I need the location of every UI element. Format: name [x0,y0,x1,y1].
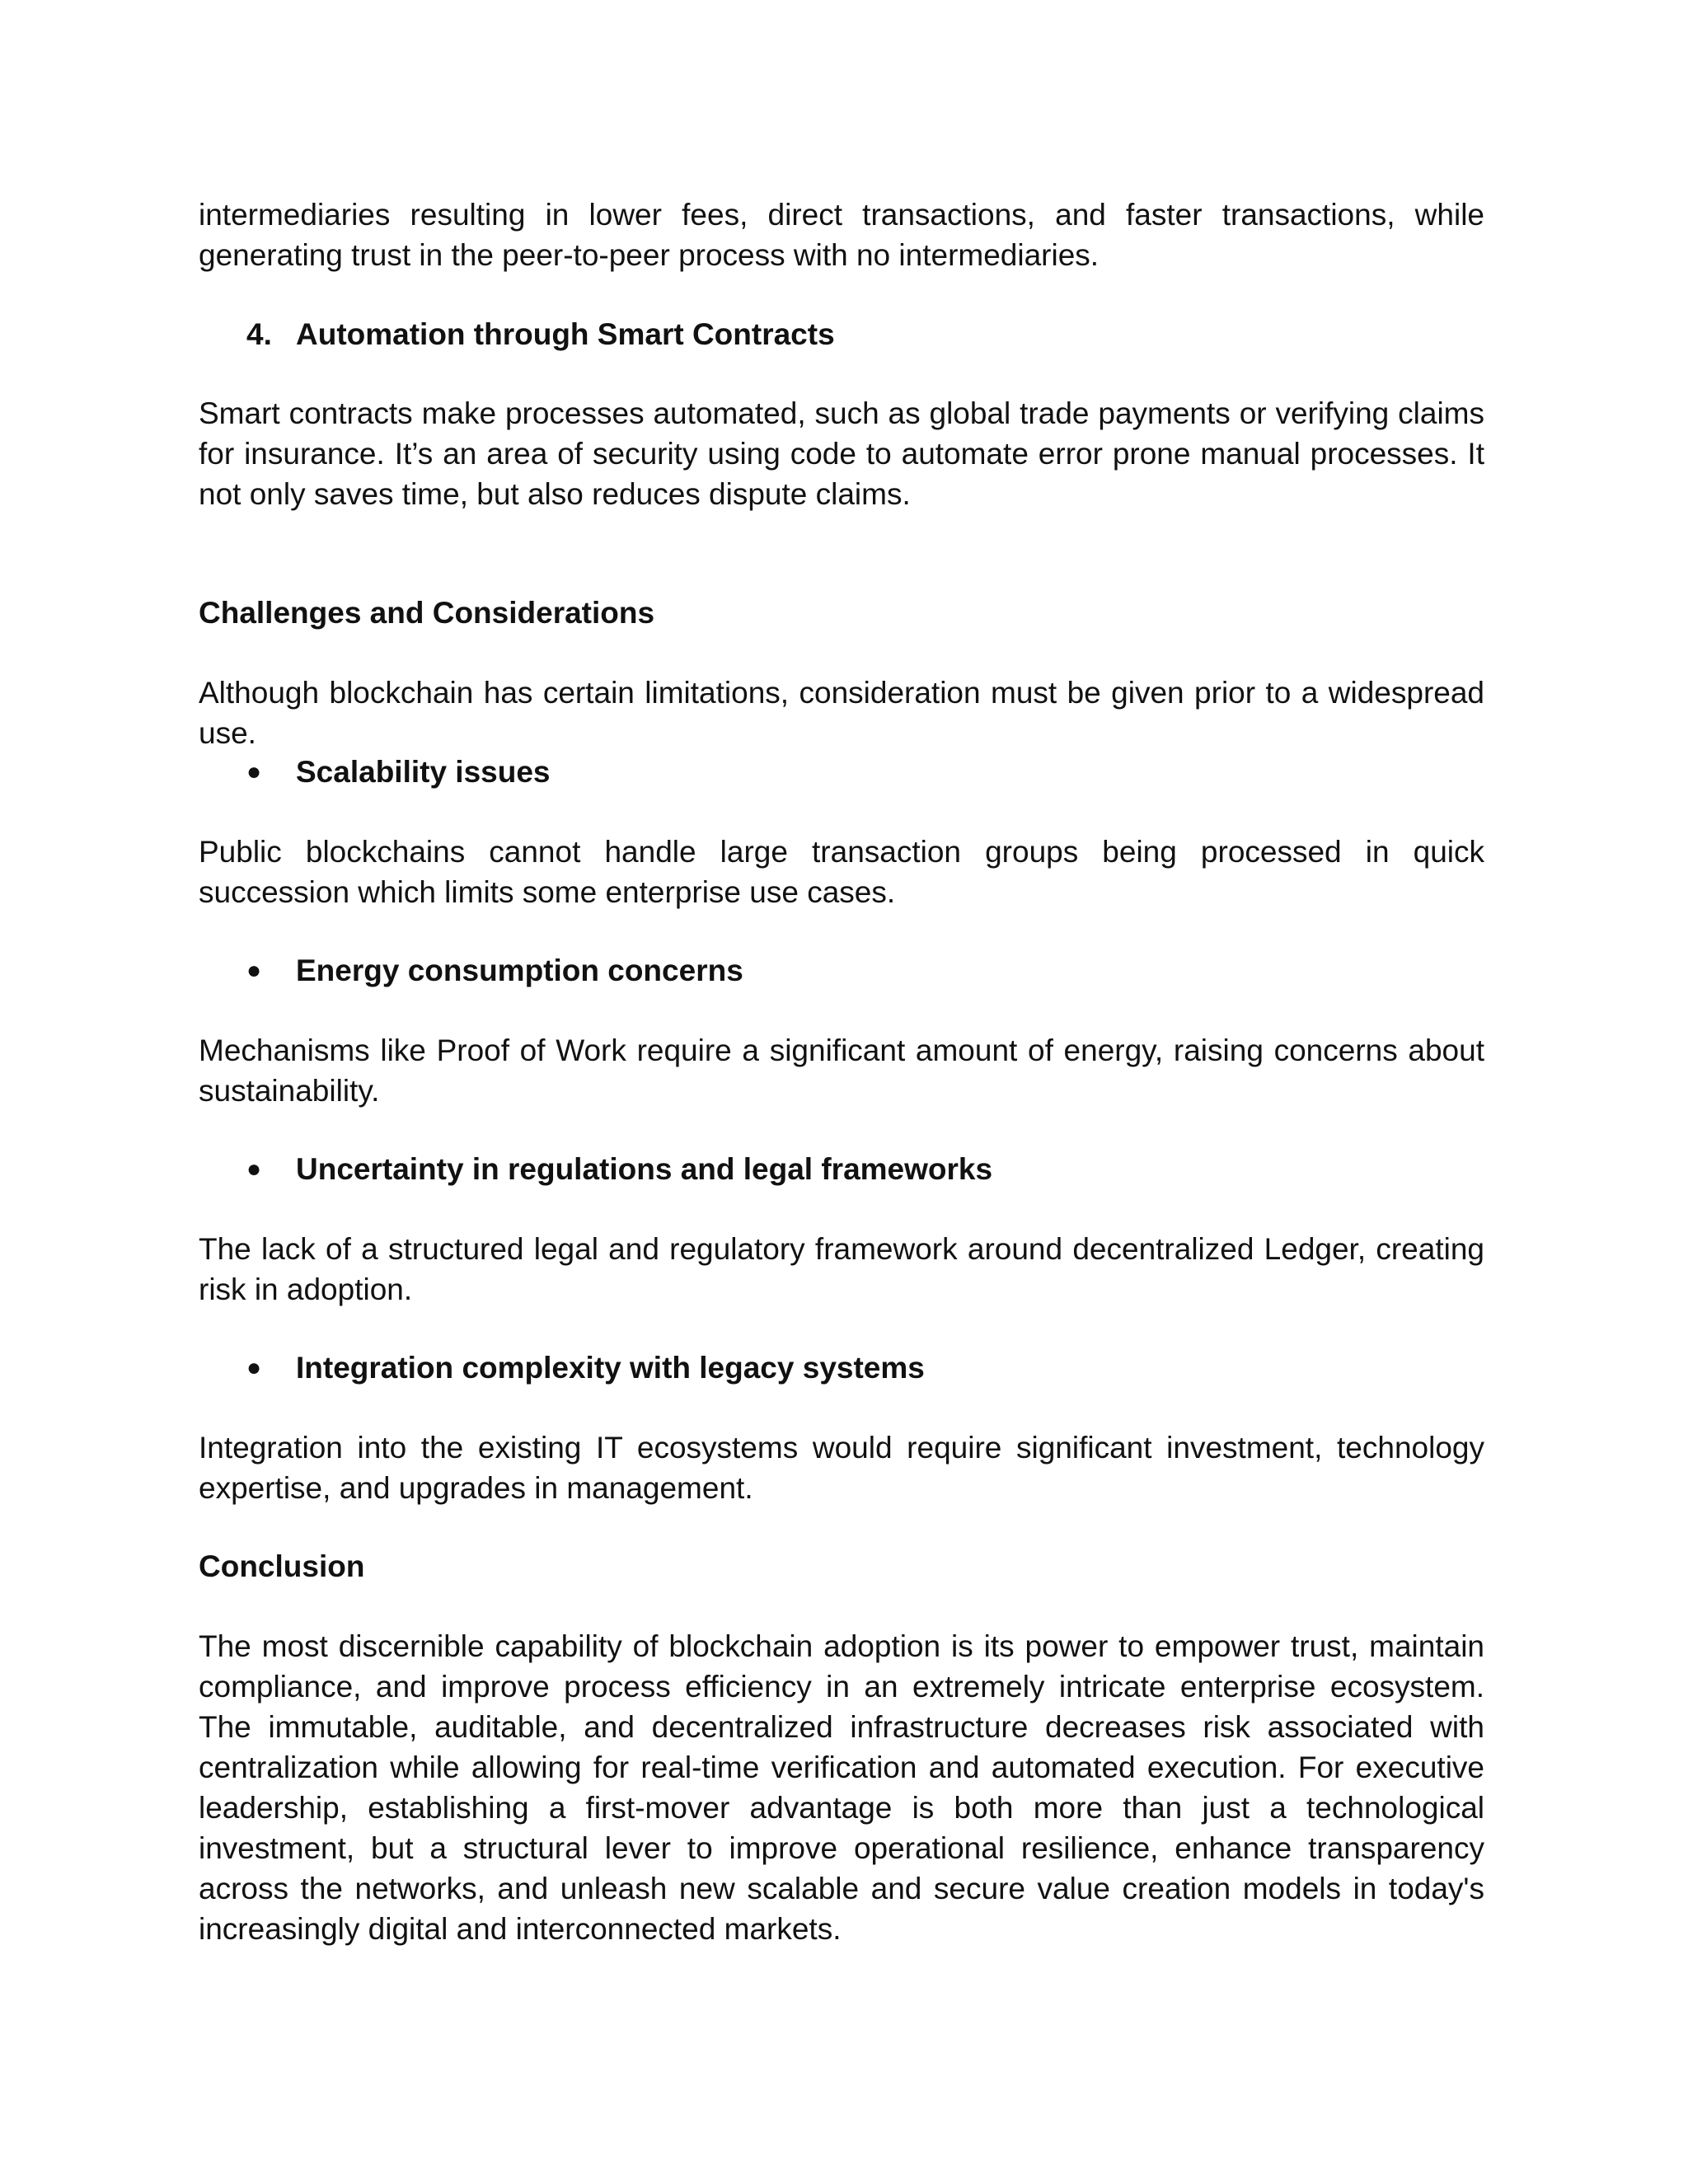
bullet-heading-text: Uncertainty in regulations and legal frameworks [296,1152,993,1186]
challenges-heading: Challenges and Considerations [199,596,655,630]
bullet-icon: ● [246,1155,262,1183]
bullet-heading-regulation [246,1149,992,1189]
conclusion-paragraph: The most discernible capability of blockchain adoption is its power to empower trust, maintain compliance, and improve process efficiency in an extremely intricate enterprise ecosystem. The immutable, auditable, and decentralized infrastructure decreases risk associated with centralization while allowing for real-time verification and automated execution. For executive leadership, establishing a first-mover advantage is both more than just a technological investment, but a structural lever to improve operational resilience, enhance transparency across the networks, and unleash new scalable and secure value creation models in today's increasingly digital and interconnected markets. [199,1629,1484,1946]
bullet-heading-text: Energy consumption concerns [296,954,743,987]
integration-paragraph: Integration into the existing IT ecosystems would require significant investment, technology expertise, and upgrades in management. [199,1431,1484,1505]
conclusion-heading: Conclusion [199,1549,365,1583]
energy-paragraph: Mechanisms like Proof of Work require a significant amount of energy, raising concerns about sustainability. [199,1033,1484,1108]
intro-paragraph: intermediaries resulting in lower fees, direct transactions, and faster transactions, while generating trust in the peer-to-peer process with no intermediaries. [199,198,1484,272]
numbered-heading-text: Automation through Smart Contracts [296,317,835,351]
regulation-paragraph: The lack of a structured legal and regulatory framework around decentralized Ledger, creating risk in adoption. [199,1232,1484,1306]
bullet-heading-text: Integration complexity with legacy systems [296,1351,925,1385]
bullet-heading-scalability [246,752,551,792]
challenges-intro-paragraph: Although blockchain has certain limitations, consideration must be given prior to a widespread use. [199,676,1484,750]
bullet-heading-integration [246,1347,925,1388]
bullet-heading-text: Scalability issues [296,755,551,789]
bullet-heading-energy [246,950,743,991]
bullet-icon: ● [246,957,262,984]
bullet-icon: ● [246,1354,262,1381]
numbered-heading-smart-contracts [246,314,835,354]
smart-contracts-paragraph: Smart contracts make processes automated, such as global trade payments or verifying claims for insurance. It’s an area of security using code to automate error prone manual processes. It not only saves time, but also reduces dispute claims. [199,396,1484,511]
list-number: 4. [246,317,272,351]
bullet-icon: ● [246,758,262,785]
scalability-paragraph: Public blockchains cannot handle large transaction groups being processed in quick succession which limits some enterprise use cases. [199,835,1484,909]
